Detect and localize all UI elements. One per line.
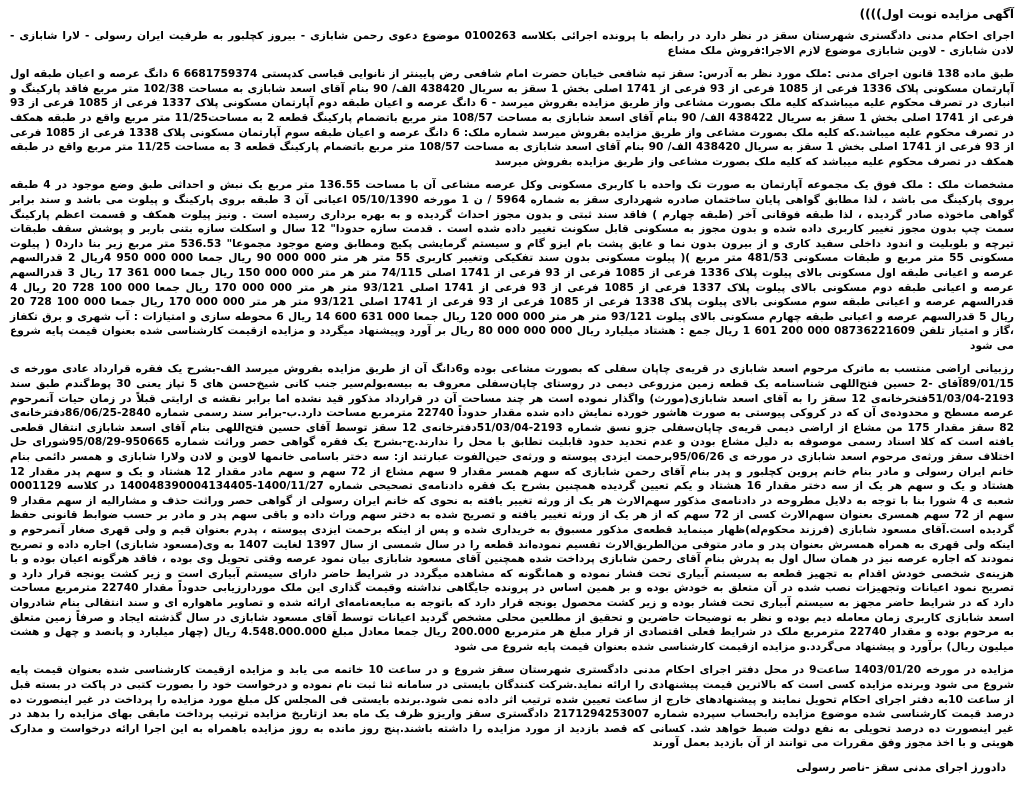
property-specifications-paragraph: مشخصات ملک : ملک فوق یک مجموعه آپارتمان به صورت تک واحده با کاربری مسکونی وکل عرصه مشاعی آن با مساحت 136.55 متر مربع یک نبش و احداثی طبق وضع موجود در 4 طبقه بروی پارکینگ می باشد ، لذا مطابق گواهی پایان ساختمان صادره شهرداری سقز به شماره 5964 / ن 1 مورخه 05/10/1390 اعیانی آن 3 طبقه بروی پارکینگ و پیلوت می باشد و سند برابر گواهی ماخوذه صادر گردیده ، لذا طبقه فوقانی آخر (طبقه چهارم ) فاقد سند ثبتی و بدون مجوز احداث گردیده و به بهره برداری رسیده است . ونیز پیلوت همکف و قسمت اعظم پارکینگ سمت چپ بدون مجوز تغییر کاربری داده شده و بدون مجوز به مسکونی قابل سکونت تغییر داده شده است . قدمت سازه حدودا" 12 سال و اسکلت سازه بتنی باربر و پوشش سقف طبقات تیرچه و بلوبلیت و اندود داخلی سفید کاری و از بیرون بدون نما و عایق پشت بام ایزو گام و سیستم گرمایشی پکیج ومطابق وضع موجود مجموعا" 536.53 متر مربع زیر بنا دارد0 ( پیلوت مسکونی 55 متر مربع و طبقات مسکونی 481/53 متر مربع )( پیلوت مسکونی بدون سند تفکیکی وتغییر کاربری 55 متر هر متر 000 000 90 ریال جمعا 000 000 950 4ریال 2 قدرالسهم عرصه و اعیانی طبقه اول مسکونی بالای پیلوت پلاک 1336 فرعی از 1085 فرعی از 93 فرعی از 1741 اصلی 74/115 متر هر متر 000 000 150 ریال جمعا 000 361 17 ریال 3 قدرالسهم عرصه و اعیانی طبقه دوم مسکونی بالای پیلوت پلاک 1337 فرعی از 1085 فرعی از 93 فرعی از 1741 اصلی 93/121 متر هر متر 000 000 170 ریال جمعا 000 100 728 20 ریال 4 قدرالسهم عرصه و اعیانی طبقه سوم مسکونی بالای پیلوت پلاک 1338 فرعی از 1085 فرعی از 93 فرعی از 1741 اصلی 93/121 متر هر متر 000 000 170 ریال جمعا 000 100 728 20 ریال 5 قدرالسهم عرصه و اعیانی طبقه چهارم مسکونی بالای پیلوت 93/121 متر هر متر 000 000 120 ریال جمعا 000 631 600 14 ریال 6 محوطه سازی و امتیازات : آب شهری و برق تکفاز ،گاز و امتیاز تلفن 08736221609 000 200 601 1 ریال جمع : هشتاد میلیارد ریال 000 000 000 80 ریال بر آورد وپیشنهاد میگردد و مزایده ازقیمت کارشناسی شده بعنوان قیمت پایه شروع می شود xyxy=(10,179,1015,352)
land-description-paragraph: رزبیانی اراضی منتسب به ماترک مرحوم اسعد شابازی در قریه‌ی چاپان سفلی که بصورت مشاعی بوده و6دانگ آن از طریق مزایده بفروش میرسد الف-بشرح یک فقره قرارداد عادی مورخه ی 89/01/15آقای -2 حسین فتح‌اللهی شناسنامه یک قطعه زمین مزروعی دیمی در روستای چاپان‌سفلی معروف به بیسه‌بولم‌سیر جنب کانی شیخ‌حسن های 5 تپاز یعنی 30 پوط‌گندم طبق سند 2193-51/03/04فتخرخانه‌ی 12 سقز را به آقای اسعد شابازی(مورث) واگذار نموده است هر چند مساحت آن در قرارداد مذکور قید نشده اما برابر نقشه ی ارایتی قبلاً در زمان حیات آنمرحوم عرصه مسطح و محدوده‌ی آن که در کروکی پیوستی به صورت هاشور خورده نمایش داده شده مقدار حدوداً 22740 مترمربع مساحت دارد.ب-برابر سند رسمی شماره 2840-86/06/25دفترخانه‌ی 82 سقز مقدار 175 من مشاع از اراضی دیمی قریه‌ی چاپان‌سفلی جزو نسق شماره 2193-51/03/04دفترخانه‌ی 12 سقز توسط آقای حسین فتح‌اللهی بنام آقای اسعد شابازی انتقال قطعی یافته است که کلا اسناد رسمی موصوفه به دلیل مشاع بودن و عدم تحدید حدود قابلیت تطابق با محل را ندارند.ج-بشرح یک فقره گواهی حصر وراثت شماره 950665-95/08/29شورای حل اختلاف سقز ورثه‌ی مرحوم اسعد شابازی در مورخه ی 95/06/26برحمت ایزدی پیوسته و ورثه‌ی حین‌الفوت عبارتند از: سه دختر باسامی خانمها لاوین و لادن ولارا شابازی و همسر دائمی بنام خانم ایران رسولی و مادر بنام خانم پروین کچلبور و پدر بنام آقای رحمن شابازی که سهم همسر مقدار 9 سهم مشاع از 72 سهم و سهم مادر مقدار 12 هشتاد و یک و سهم پدر مقدار 12 هشتاد و یک و سهم هر یک از سه دختر مقدار 16 هشتاد و یکم تعیین گردیده همچنین بشرح یک فقره دادنامه‌ی تصحیحی شماره 1400/11/27-140048390004134405 در کلاسه 0001129 شعبه ی 4 شورا بنا با توجه به دلایل مطروحه در دادنامه‌ی مذکور سهم‌الارث هر یک از ورثه تغییر یافته به نحوی که خانم ایران رسولی از گواهی حصر وراثت حذف و مشارالیه از سهم مقدار 9 سهم از 72 سهم همسری بعنوان سهم‌الارث کسی از 72 سهم که از هر یک از ورثه تغییر یافته و تصریح شده به دختر سهم وراث داده و باقی سهم پدر و مادر بر حسب ضوابط قانونی حفظ گردیده است.آقای مسعود شابازی (فرزند محکوم‌له)ظهار مینماید قطعه‌ی مذکور مسبوق به خریداری شده و پس از اینکه برحمت ایزدی پیوسته ، پدرم بعنوان قیم و ولی قهری صغار آنمرحوم و اینکه ولی قهری به همراه همسرش بعنوان پدر و مادر متوفی من‌الطریق‌الارث تقسیم نموده‌اند قطعه را در سال شمسی از سال 1397 لغایت 1407 به وی(مسعود شابازی) اجاره داده و تصریح نمودند که اجاره عرصه نیز در همان سال اول به پدرش بنام آقای رحمن شابازی پرداخت شده همچنین آقای مسعود شابازی بیان نمود عرصه وقتی تحویل وی بوده ، فاقد هرگونه اعیان بوده و با هزینه‌ی شخصی خودش اقدام به تجهیز قطعه به سیستم آبیاری تحت فشار نموده و همانگونه که مشاهده میگردد در شرایط حاضر دارای سیستم آبیاری است و زیر کشت یونجه قرار دارد و تصریح نمود اعیانات وتجهیزات نصب شده در آن متعلق به خودش بوده و بر همین اساس در پرونده جایگاهی نداشته وقیمت گذاری این ملک موردارزیابی حدوداً مقدار 22740 مترمربع مساحت دارد که در شرایط حاضر مجهز به سیستم آبیاری تحت فشار بوده و زیر کشت محصول یونجه قرار دارد که باتوجه به مبایعه‌نامه‌ای ارائه شده و تصاویر ماهواره ای و سند انتقالی بنام شادروان اسعد شابازی کاربری زمان معامله دیم بوده و نظر به توضیحات حاضرین و تحقیق از مطلعین محلی مشخص گردید اعیانات توسط آقای مسعود شابازی در سال گذشته ایجاد و صرفاً زمین متعلق به مرحوم بوده و مقدار 22740 مترمربع ملک در شرایط فعلی اقتصادی از قرار مبلغ هر مترمربع 200.000 ریال جمعا معادل مبلغ 4.548.000.000 ریال (چهار میلیارد و پانصد و چهل و هشت میلیون ریال) برآورد و پیشنهاد می‌گردد.و مزایده ازقیمت کارشناسی شده بعنوان قیمت پایه شروع می شود xyxy=(10,363,1014,653)
notice-heading: آگهی مزایده نوبت اول)))) xyxy=(859,7,1014,21)
auction-terms-paragraph: مزایده در مورخه 1403/01/20 ساعت9 در محل دفتر اجرای احکام مدنی دادگستری شهرستان سقز شروع و در ساعت 10 خاتمه می یابد و مزایده ازقیمت کارشناسی شده بعنوان قیمت پایه شروع می شود وبرنده مزایده کسی است که بالاترین قیمت پیشنهادی را ارائه نماید.شرکت کنندگان بایستی در سامانه ثنا ثبت نام نموده و درخواست خود را بصورت کتبی در پاکت در بسته قبل از ساعت 10به دفتر اجرای احکام تحویل نمایند و پیشنهادهای خارج از ساعت تعیین شده ترتیب اثر داده نمی شود.برنده بایستی فی المجلس کل مبلغ مورد مزایده را پرداخت در غیر اینصورت ده درصد قیمت کارشناسی شده موضوع مزایده رابحساب سپرده شماره 2171294253007 دادگستری سقز واریزو ظرف یک ماه بعد ازتاریخ مزایده ترتیب پرداخت مابقی بهای مزایده را بدهد در غیر اینصورت ده درصد تحویلی به نفع دولت ضبط خواهد شد. کسانی که قصد بازدید از مورد مزایده را داشته باشند.پنج روز مانده به روز مزایده باهمراه به این اجرا ارائه درخواست و مدارک هویتی و با اخذ مجوز وفق مقررات می توانند از آن بازدید بعمل آورند xyxy=(10,664,1014,750)
notice-intro-paragraph: اجرای احکام مدنی دادگستری شهرستان سقز در نظر دارد در رابطه با پرونده اجرائی بکلاسه 0100263 موضوع دعوی رحمن شابازی - بیروز کچلبور به طرفیت ایران رسولی - لارا شابازی - لادن شابازی - لاوین شابازی موضوع لازم الاجرا:فروش ملک مشاع xyxy=(10,30,1014,57)
property-description-paragraph: طبق ماده 138 قانون اجرای مدنی :ملک مورد نظر به آدرس: سقز تپه شافعی خیابان حضرت امام شافعی رض پایینتر از نانوایی قیاسی کدپستی 6681759374 6 دانگ عرصه و اعیان طبقه اول آپارتمان مسکونی پلاک 1336 فرعی از 1085 فرعی از 93 فرعی از 1741 اصلی بخش 1 سقز به سریال 438420 الف/ 90 بنام آقای اسعد شابازی به مساحت 102/38 متر مربع فاقد پارکینگ و انباری در تصرف محکوم علیه میباشدکه کلیه ملک بصورت مشاعی واز طریق مزایده بفروش میرسد - 6 دانگ عرصه و اعیان طبقه دوم آپارتمان مسکونی پلاک 1337 فرعی از 1085 فرعی از 93 فرعی از 1741 اصلی بخش 1 سقز به سریال 438422 الف/ 90 بنام آقای اسعد شابازی به مساحت 108/57 متر مربع باتضمام پارکینگ قطعه 2 به مساحت11/25 متر مربع واقع در طبقه همکف در تصرف محکوم علیه میباشد.که کلیه ملک بصورت مشاعی واز طریق مزایده بفروش میرسد شماره ملک: 6 دانگ عرصه و اعیان طبقه سوم آپارتمان مسکونی پلاک 1338 فرعی از 1085 فرعی از 93 فرعی از 1741 اصلی بخش 1 سقز به سریال 438420 الف/ 90 بنام آقای اسعد شابازی به مساحت 108/57 متر مربع باتضمام پارکینگ قطعه 3 به مساحت 11/25 متر مربع واقع در طبقه همکف در تصرف محکوم علیه میباشد که کلیه ملک بصورت مشاعی واز طریق مزایده بفروش میرسد xyxy=(10,68,1015,168)
officer-signature: دادورز اجرای مدنی سقز -ناصر رسولی xyxy=(796,760,1006,774)
